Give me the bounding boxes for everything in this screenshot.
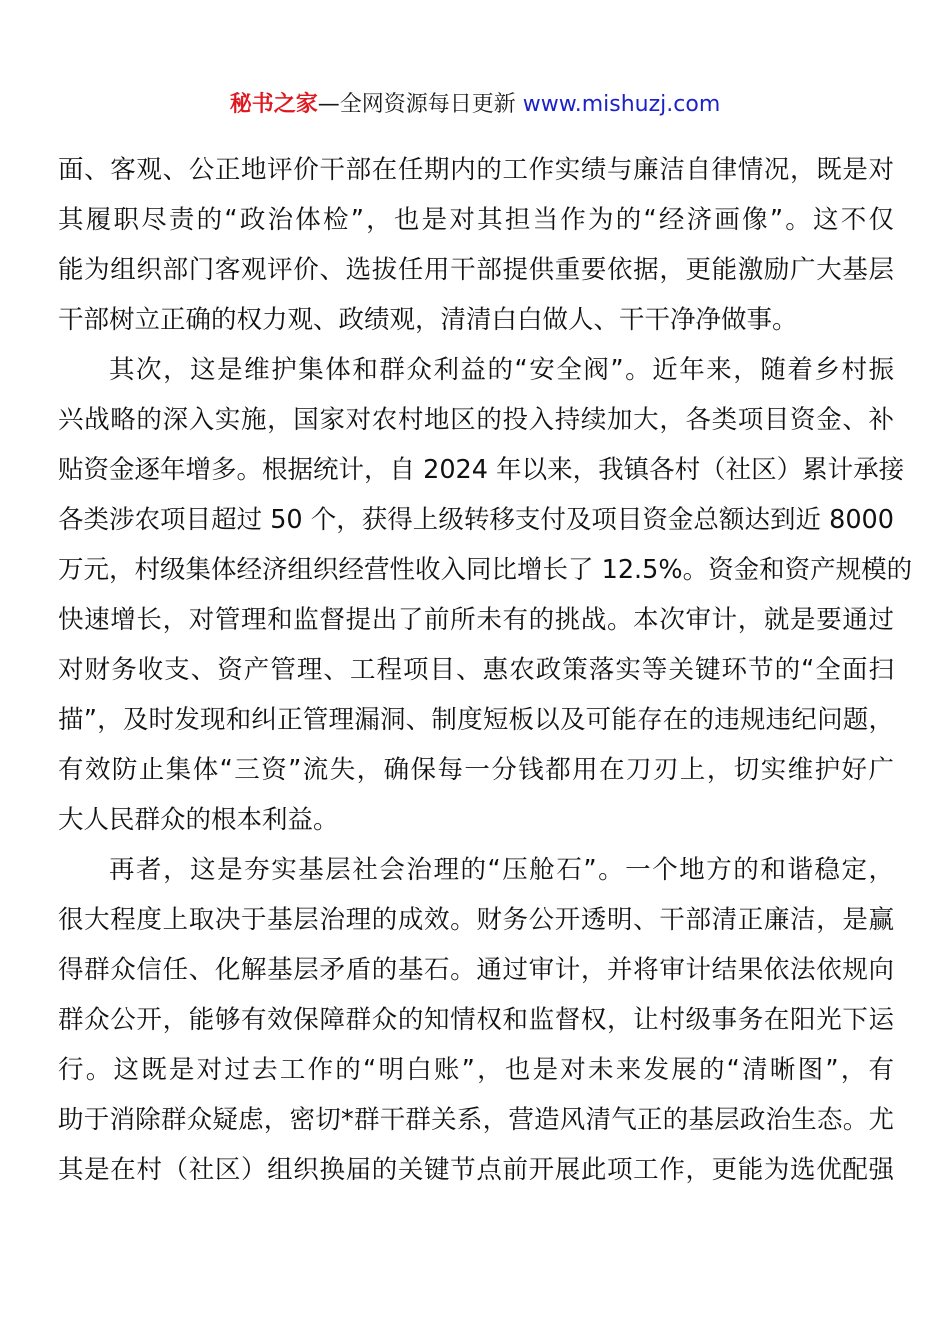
text-line: 对财务收支、资产管理、工程项目、惠农政策落实等关键环节的“全面扫 xyxy=(58,655,894,685)
text-line: 快速增长，对管理和监督提出了前所未有的挑战。本次审计，就是要通过 xyxy=(58,605,894,635)
text-line: 兴战略的深入实施，国家对农村地区的投入持续加大，各类项目资金、补 xyxy=(58,405,894,435)
text-line: 万元，村级集体经济组织经营性收入同比增长了 12.5%。资金和资产规模的 xyxy=(58,555,913,585)
text-line: 行。这既是对过去工作的“明白账”，也是对未来发展的“清晰图”，有 xyxy=(58,1055,894,1085)
text-line: 能为组织部门客观评价、选拔任用干部提供重要依据，更能激励广大基层 xyxy=(58,255,894,285)
text-line: 有效防止集体“三资”流失，确保每一分钱都用在刀刃上，切实维护好广 xyxy=(58,755,894,785)
page-header xyxy=(0,88,950,122)
text-line: 干部树立正确的权力观、政绩观，清清白白做人、干干净净做事。 xyxy=(58,305,798,335)
website-link[interactable]: www.mishuzj.com xyxy=(522,92,721,117)
header-tagline: —全网资源每日更新 xyxy=(317,92,523,117)
text-line: 贴资金逐年增多。根据统计，自 2024 年以来，我镇各村（社区）累计承接 xyxy=(58,455,905,485)
text-line: 各类涉农项目超过 50 个，获得上级转移支付及项目资金总额达到近 8000 xyxy=(58,505,894,535)
text-line: 得群众信任、化解基层矛盾的基石。通过审计，并将审计结果依法依规向 xyxy=(58,955,894,985)
text-line: 其是在村（社区）组织换届的关键节点前开展此项工作，更能为选优配强 xyxy=(58,1155,894,1185)
text-line: 群众公开，能够有效保障群众的知情权和监督权，让村级事务在阳光下运 xyxy=(58,1005,894,1035)
text-line: 很大程度上取决于基层治理的成效。财务公开透明、干部清正廉洁，是赢 xyxy=(58,905,894,935)
text-line: 大人民群众的根本利益。 xyxy=(58,805,339,835)
brand-name: 秘书之家 xyxy=(229,92,318,117)
paragraph-first-line: 其次，这是维护集体和群众利益的“安全阀”。近年来，随着乡村振 xyxy=(109,355,894,385)
document-body xyxy=(58,145,913,1195)
text-line: 面、客观、公正地评价干部在任期内的工作实绩与廉洁自律情况，既是对 xyxy=(58,155,894,185)
text-line: 助于消除群众疑虑，密切*群干群关系，营造风清气正的基层政治生态。尤 xyxy=(58,1105,894,1135)
paragraph-first-line: 再者，这是夯实基层社会治理的“压舱石”。一个地方的和谐稳定， xyxy=(109,855,894,885)
text-line: 其履职尽责的“政治体检”，也是对其担当作为的“经济画像”。这不仅 xyxy=(58,205,894,235)
text-line: 描”，及时发现和纠正管理漏洞、制度短板以及可能存在的违规违纪问题， xyxy=(58,705,894,735)
